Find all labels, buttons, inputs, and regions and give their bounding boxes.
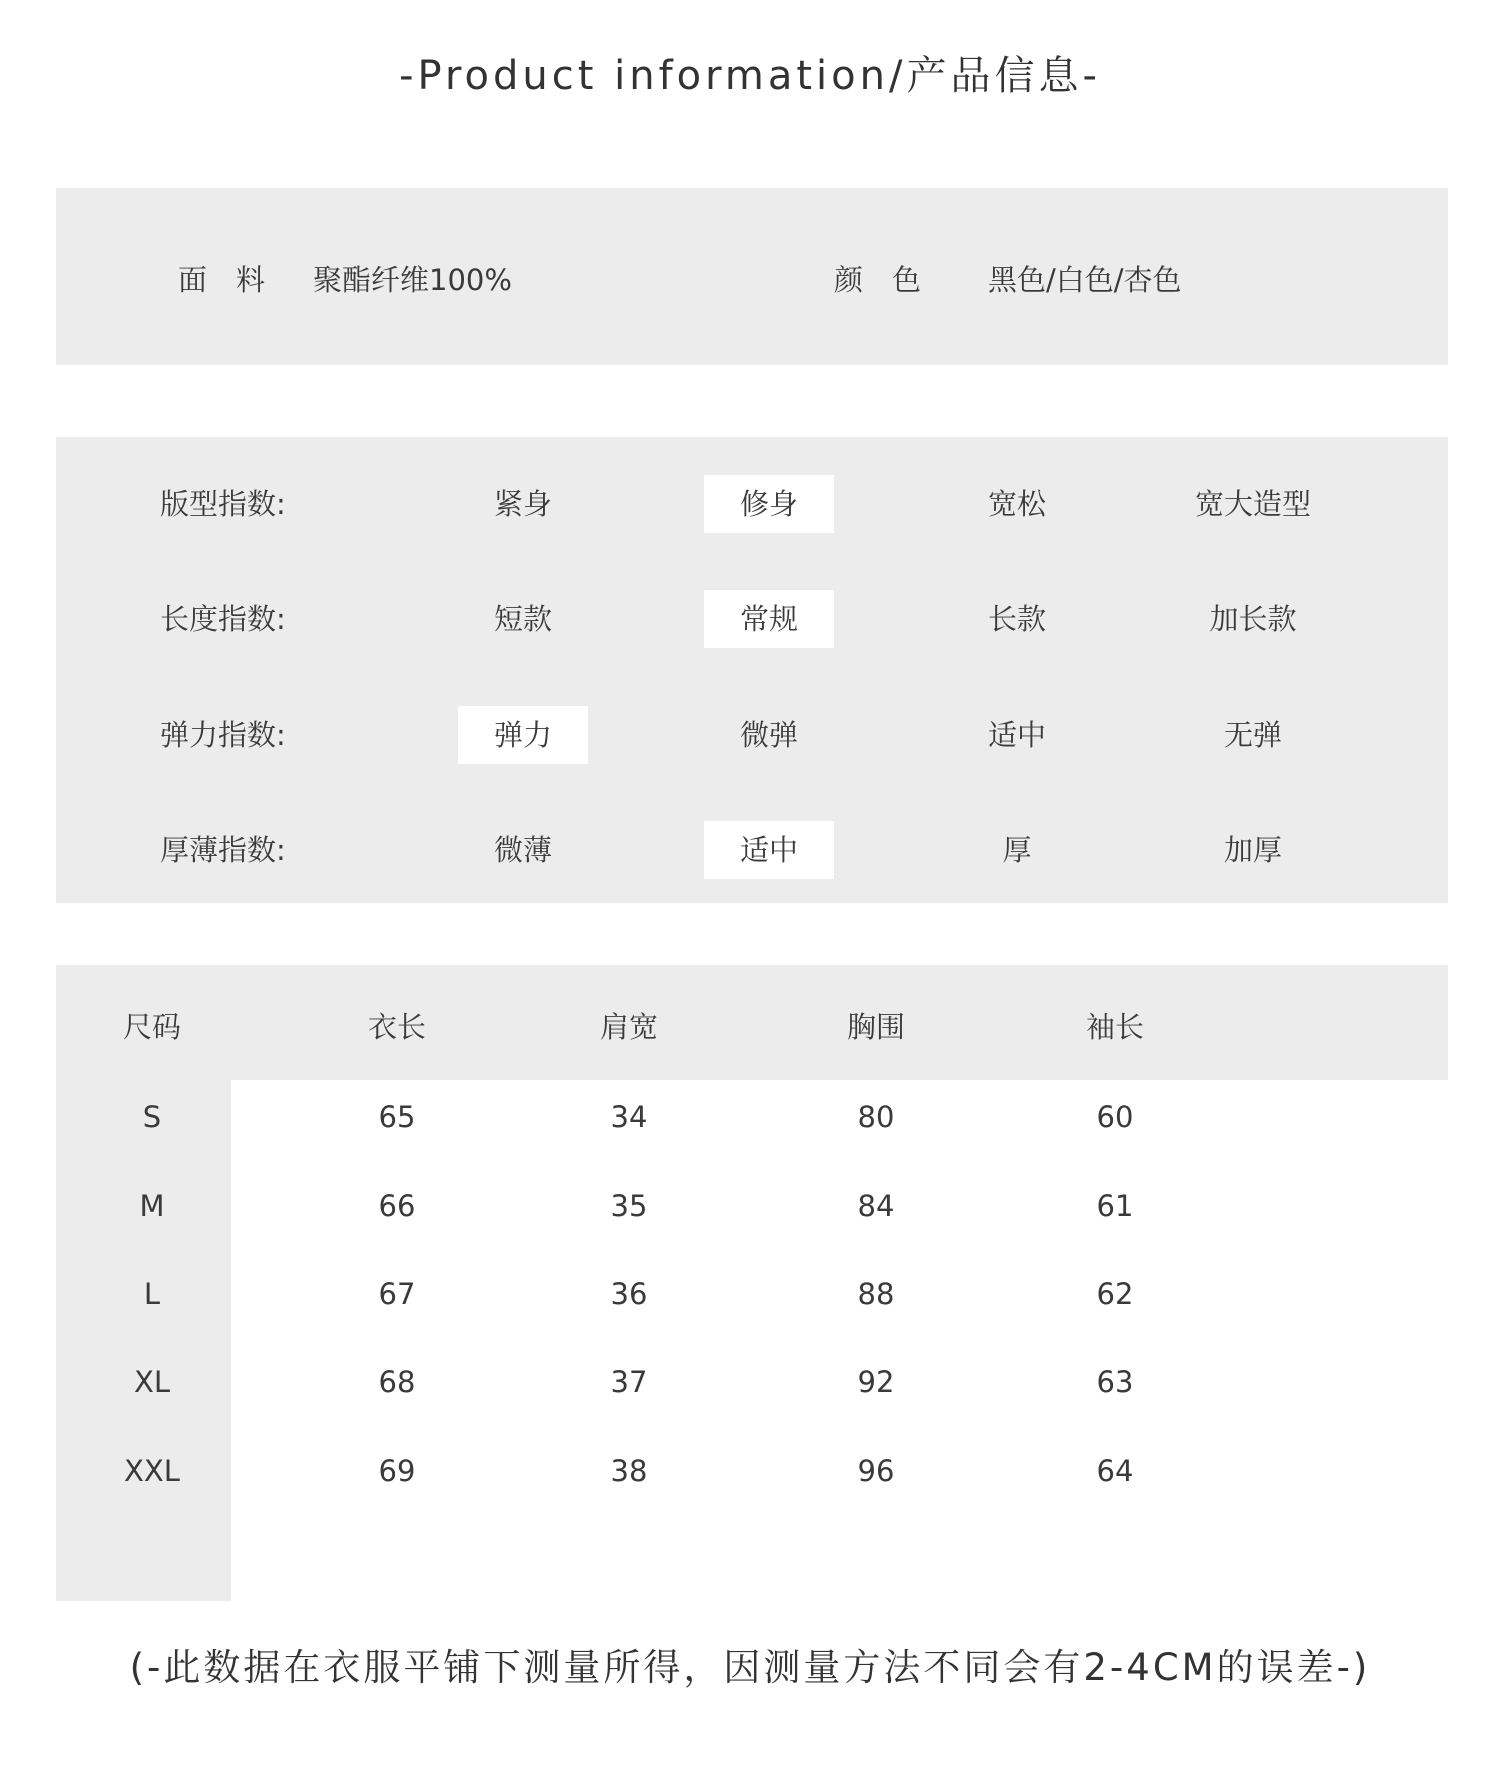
index-row-label: 厚薄指数: bbox=[160, 833, 286, 867]
index-row bbox=[56, 821, 1448, 879]
size-table-cell: 66 bbox=[378, 1189, 416, 1223]
index-option: 微薄 bbox=[493, 833, 552, 867]
size-table bbox=[56, 965, 1448, 1601]
size-table-cell: 38 bbox=[610, 1454, 648, 1488]
size-table-size-cell: L bbox=[143, 1277, 161, 1311]
index-row bbox=[56, 475, 1448, 533]
index-row bbox=[56, 590, 1448, 648]
size-table-cell: 88 bbox=[857, 1277, 895, 1311]
index-option: 加厚 bbox=[1223, 833, 1282, 867]
size-table-size-cell: S bbox=[142, 1100, 162, 1134]
color-label: 颜 色 bbox=[834, 263, 922, 297]
index-row-label: 弹力指数: bbox=[160, 718, 286, 752]
size-table-cell: 37 bbox=[610, 1365, 648, 1399]
size-table-cell: 92 bbox=[857, 1365, 895, 1399]
size-table-cell: 68 bbox=[378, 1365, 416, 1399]
measurement-note: (-此数据在衣服平铺下测量所得，因测量方法不同会有2-4CM的误差-) bbox=[129, 1646, 1371, 1689]
size-table-side-bg bbox=[56, 1080, 231, 1601]
size-table-cell: 36 bbox=[610, 1277, 648, 1311]
index-row bbox=[56, 706, 1448, 764]
index-option-selected: 适中 bbox=[704, 821, 834, 879]
index-option: 宽大造型 bbox=[1194, 487, 1311, 521]
fabric-value: 聚酯纤维100% bbox=[313, 263, 512, 297]
size-table-cell: 63 bbox=[1096, 1365, 1134, 1399]
fit-index-panel bbox=[56, 437, 1448, 903]
index-row-label: 长度指数: bbox=[160, 602, 286, 636]
size-table-cell: 84 bbox=[857, 1189, 895, 1223]
index-option-selected: 常规 bbox=[704, 590, 834, 648]
color-value: 黑色/白色/杏色 bbox=[988, 263, 1182, 297]
material-color-panel bbox=[56, 188, 1448, 365]
size-table-cell: 61 bbox=[1096, 1189, 1134, 1223]
size-table-cell: 67 bbox=[378, 1277, 416, 1311]
size-table-header-cell: 袖长 bbox=[1085, 1010, 1144, 1044]
size-table-cell: 60 bbox=[1096, 1100, 1134, 1134]
fabric-label: 面 料 bbox=[178, 263, 266, 297]
size-table-cell: 34 bbox=[610, 1100, 648, 1134]
size-table-header-bg bbox=[56, 965, 1448, 1080]
index-option: 短款 bbox=[493, 602, 552, 636]
size-table-size-cell: M bbox=[139, 1189, 165, 1223]
size-table-cell: 64 bbox=[1096, 1454, 1134, 1488]
index-option: 宽松 bbox=[987, 487, 1046, 521]
index-option: 加长款 bbox=[1209, 602, 1297, 636]
index-option: 紧身 bbox=[493, 487, 552, 521]
size-table-cell: 62 bbox=[1096, 1277, 1134, 1311]
index-option: 厚 bbox=[1002, 833, 1032, 867]
index-option-selected: 修身 bbox=[704, 475, 834, 533]
index-option-selected: 弹力 bbox=[458, 706, 588, 764]
size-table-size-cell: XXL bbox=[124, 1454, 180, 1488]
index-row-label: 版型指数: bbox=[160, 487, 286, 521]
size-table-header-cell: 胸围 bbox=[846, 1010, 905, 1044]
page-title: -Product information/产品信息- bbox=[399, 53, 1101, 99]
size-table-header-cell: 尺码 bbox=[122, 1010, 181, 1044]
index-option: 无弹 bbox=[1223, 718, 1282, 752]
size-table-cell: 96 bbox=[857, 1454, 895, 1488]
size-table-header-cell: 衣长 bbox=[367, 1010, 426, 1044]
size-table-cell: 80 bbox=[857, 1100, 895, 1134]
size-table-cell: 69 bbox=[378, 1454, 416, 1488]
index-option: 适中 bbox=[987, 718, 1046, 752]
index-option: 长款 bbox=[987, 602, 1046, 636]
size-table-size-cell: XL bbox=[133, 1365, 171, 1399]
index-option: 微弹 bbox=[739, 718, 798, 752]
size-table-cell: 35 bbox=[610, 1189, 648, 1223]
size-table-cell: 65 bbox=[378, 1100, 416, 1134]
size-table-header-cell: 肩宽 bbox=[599, 1010, 658, 1044]
